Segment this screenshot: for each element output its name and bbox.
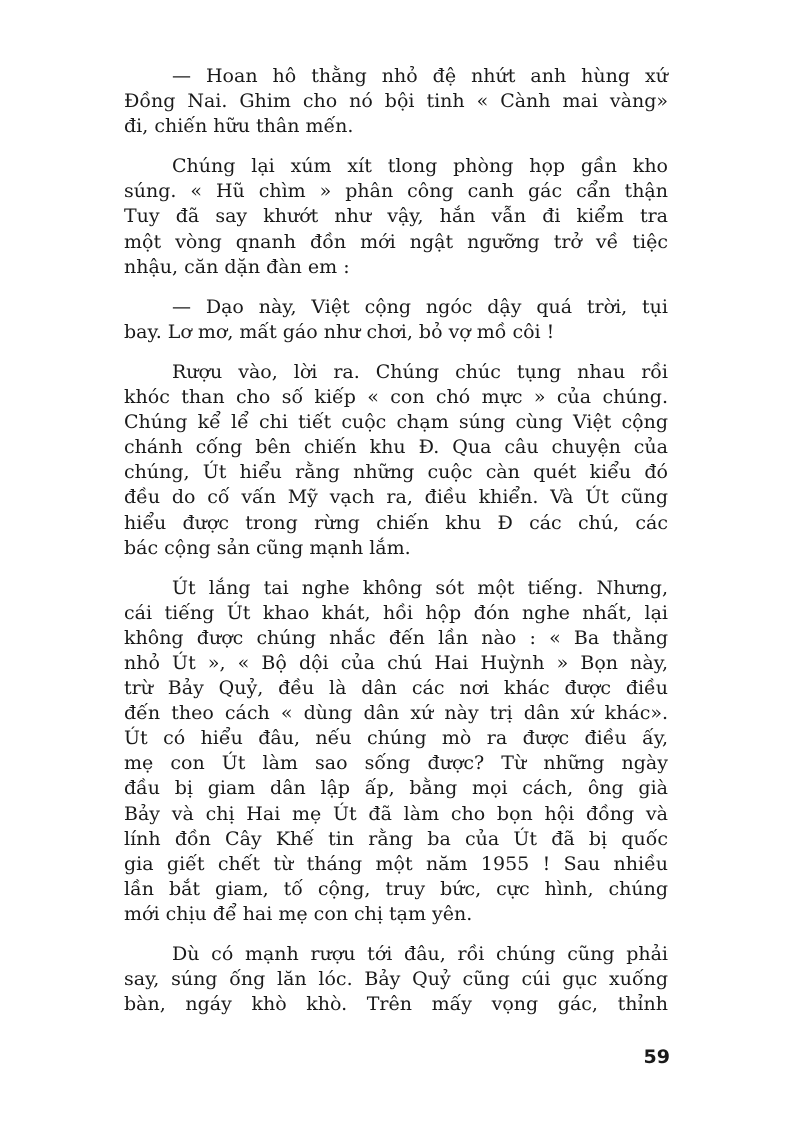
text-line: bác cộng sản cũng mạnh lắm. xyxy=(124,536,411,559)
text-line: mới chịu để hai mẹ con chị tạm yên. xyxy=(124,902,473,925)
text-line: — Hoan hô thằng nhỏ đệ nhứt anh hùng xứ xyxy=(172,65,668,87)
text-line: cái tiếng Út khao khát, hồi hộp đón nghe nhất, lại xyxy=(124,601,668,624)
text-line: lần bắt giam, tố cộng, truy bức, cực hình, chúng xyxy=(124,877,668,900)
text-line: Chúng kể lể chi tiết cuộc chạm súng cùng Việt cộng xyxy=(124,411,668,434)
paragraph-1 xyxy=(124,64,668,139)
text-line: chánh cống bên chiến khu Đ. Qua câu chuyện của xyxy=(124,436,668,459)
paragraph-3 xyxy=(124,295,668,345)
body-text xyxy=(124,64,668,1017)
text-line: Đồng Nai. Ghim cho nó bội tinh « Cành mai vàng» xyxy=(124,90,668,113)
text-line: không được chúng nhắc đến lần nào : « Ba thằng xyxy=(124,626,668,649)
text-line: Rượu vào, lời ra. Chúng chúc tụng nhau rồi xyxy=(172,360,668,383)
text-line: khóc than cho số kiếp « con chó mực » của chúng. xyxy=(124,386,668,409)
text-line: Út lắng tai nghe không sót một tiếng. Nhưng, xyxy=(172,576,668,599)
text-line: — Dạo này, Việt cộng ngóc dậy quá trời, tụi xyxy=(172,295,668,318)
text-line: đến theo cách « dùng dân xứ này trị dân xứ khác». xyxy=(124,702,668,725)
paragraph-4 xyxy=(124,360,668,561)
paragraph-5 xyxy=(124,576,668,927)
text-line: Chúng lại xúm xít tlong phòng họp gần kho xyxy=(172,155,668,178)
text-line: súng. « Hũ chìm » phân công canh gác cẩn thận xyxy=(124,180,668,203)
text-line: chúng, Út hiểu rằng những cuộc càn quét kiểu đó xyxy=(124,461,668,484)
text-line: nhậu, căn dặn đàn em : xyxy=(124,255,350,278)
text-line: Bảy và chị Hai mẹ Út đã làm cho bọn hội đồng và xyxy=(124,802,668,825)
text-line: lính đồn Cây Khế tin rằng ba của Út đã bị quốc xyxy=(124,827,668,850)
text-line: Tuy đã say khướt như vậy, hắn vẫn đi kiểm tra xyxy=(124,205,668,228)
text-line: Út có hiểu đâu, nếu chúng mò ra được điều ấy, xyxy=(124,727,668,750)
text-line: bàn, ngáy khò khò. Trên mấy vọng gác, thỉnh xyxy=(124,993,668,1016)
text-line: Dù có mạnh rượu tới đâu, rồi chúng cũng phải xyxy=(172,943,668,965)
paragraph-2 xyxy=(124,154,668,279)
text-line: hiểu được trong rừng chiến khu Đ các chú, các xyxy=(124,511,668,534)
text-line: trừ Bảy Quỷ, đều là dân các nơi khác được điều xyxy=(124,677,668,700)
text-line: gia giết chết từ tháng một năm 1955 ! Sau nhiều xyxy=(124,852,668,875)
page-number: 59 xyxy=(643,1046,670,1068)
text-line: một vòng qnanh đồn mới ngật ngưỡng trở về tiệc xyxy=(124,230,668,253)
text-line: đi, chiến hữu thân mến. xyxy=(124,115,354,138)
text-line: mẹ con Út làm sao sống được? Từ những ngày xyxy=(124,752,668,775)
text-line: say, súng ống lăn lóc. Bảy Quỷ cũng cúi gục xuống xyxy=(124,968,668,991)
text-line: đầu bị giam dân lập ấp, bằng mọi cách, ông già xyxy=(124,777,668,800)
paragraph-6 xyxy=(124,942,668,1017)
text-line: nhỏ Út », « Bộ dội của chú Hai Huỳnh » Bọn này, xyxy=(124,651,668,674)
text-line: đều do cố vấn Mỹ vạch ra, điều khiển. Và Út cũng xyxy=(124,486,668,509)
text-line: bay. Lơ mơ, mất gáo như chơi, bỏ vợ mồ côi ! xyxy=(124,320,555,343)
